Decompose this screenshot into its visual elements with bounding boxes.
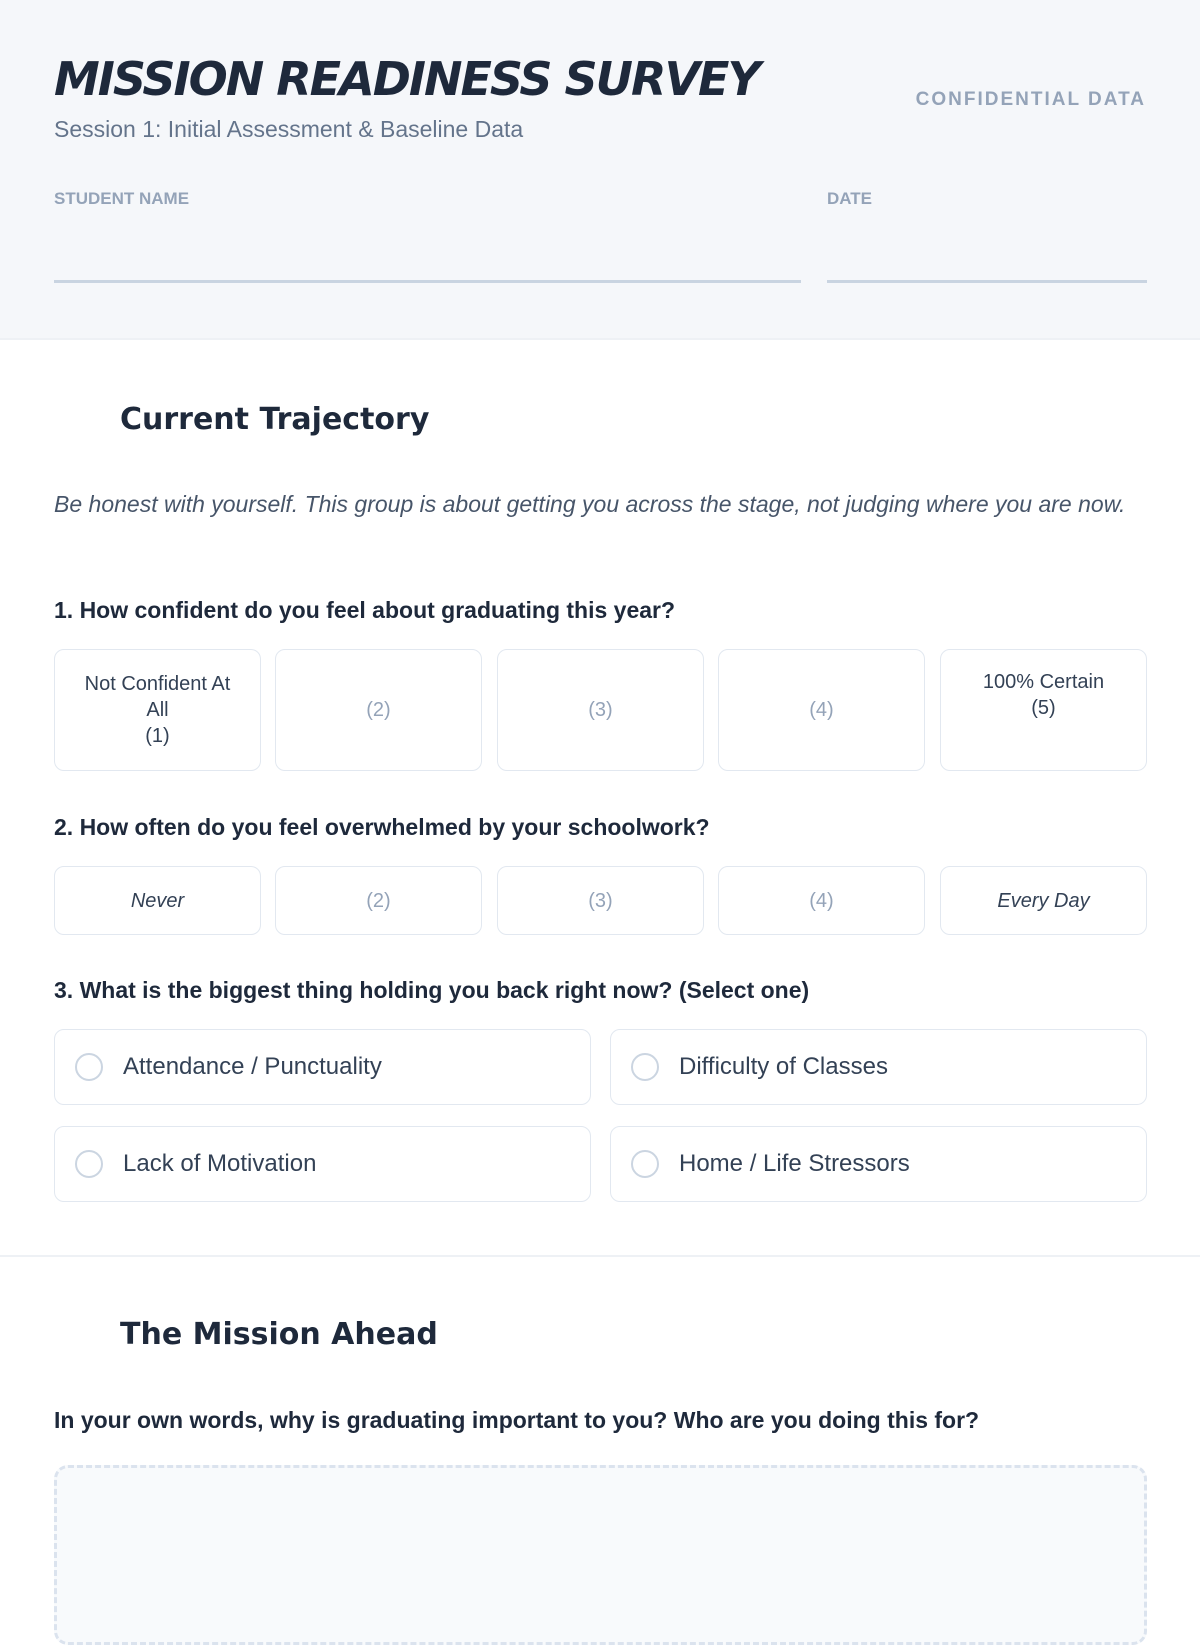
section-title-mission-ahead: The Mission Ahead xyxy=(120,1317,438,1352)
choice-difficulty[interactable] xyxy=(610,1029,1147,1105)
page-title: MISSION READINESS SURVEY xyxy=(54,52,759,106)
scale-option-2[interactable]: (2) xyxy=(275,866,482,935)
page-subtitle: Session 1: Initial Assessment & Baseline Data xyxy=(54,116,524,142)
student-name-label: STUDENT NAME xyxy=(54,189,190,208)
section-title-current-trajectory: Current Trajectory xyxy=(120,402,430,437)
question-2: 2. How often do you feel overwhelmed by your schoolwork? xyxy=(54,814,710,840)
scale-option-text: 100% Certain xyxy=(982,671,1105,693)
choice-label: Home / Life Stressors xyxy=(679,1150,910,1177)
section-intro: Be honest with yourself. This group is about getting you across the stage, not judging where you are now. xyxy=(54,491,1126,517)
choice-label: Attendance / Punctuality xyxy=(123,1053,382,1080)
scale-option-text: (4) xyxy=(809,699,834,721)
date-label: DATE xyxy=(827,189,873,208)
choice-attendance[interactable] xyxy=(54,1029,591,1105)
question-3: 3. What is the biggest thing holding you back right now? (Select one) xyxy=(54,977,810,1003)
scale-option-3[interactable]: (3) xyxy=(497,866,704,935)
scale-option-1[interactable] xyxy=(54,649,261,771)
date-field[interactable] xyxy=(827,280,1147,283)
radio-icon xyxy=(631,1053,659,1081)
scale-option-text: (5) xyxy=(1031,697,1056,719)
scale-option-3[interactable] xyxy=(497,649,704,771)
choice-motivation[interactable] xyxy=(54,1126,591,1202)
scale-option-text: All xyxy=(146,699,169,721)
choice-label: Difficulty of Classes xyxy=(679,1053,888,1080)
scale-option-text: (3) xyxy=(588,699,613,721)
survey-header xyxy=(0,0,1200,340)
radio-icon xyxy=(631,1150,659,1178)
question-1: 1. How confident do you feel about graduating this year? xyxy=(54,597,676,623)
scale-option-5[interactable] xyxy=(940,649,1147,771)
scale-option-every-day[interactable]: Every Day xyxy=(940,866,1147,935)
scale-option-4[interactable] xyxy=(718,649,925,771)
scale-option-4[interactable]: (4) xyxy=(718,866,925,935)
question-4: In your own words, why is graduating important to you? Who are you doing this for? xyxy=(54,1407,980,1433)
answer-textarea[interactable] xyxy=(54,1465,1147,1645)
scale-option-never[interactable]: Never xyxy=(54,866,261,935)
confidential-badge: CONFIDENTIAL DATA xyxy=(915,89,1146,110)
scale-option-2[interactable] xyxy=(275,649,482,771)
scale-option-text: (2) xyxy=(366,699,391,721)
scale-option-text: Not Confident At xyxy=(84,673,231,695)
choice-home-stressors[interactable] xyxy=(610,1126,1147,1202)
choice-label: Lack of Motivation xyxy=(123,1150,317,1177)
section-divider xyxy=(0,1255,1200,1257)
radio-icon xyxy=(75,1053,103,1081)
radio-icon xyxy=(75,1150,103,1178)
scale-option-text: (1) xyxy=(145,725,170,747)
student-name-field[interactable] xyxy=(54,280,801,283)
